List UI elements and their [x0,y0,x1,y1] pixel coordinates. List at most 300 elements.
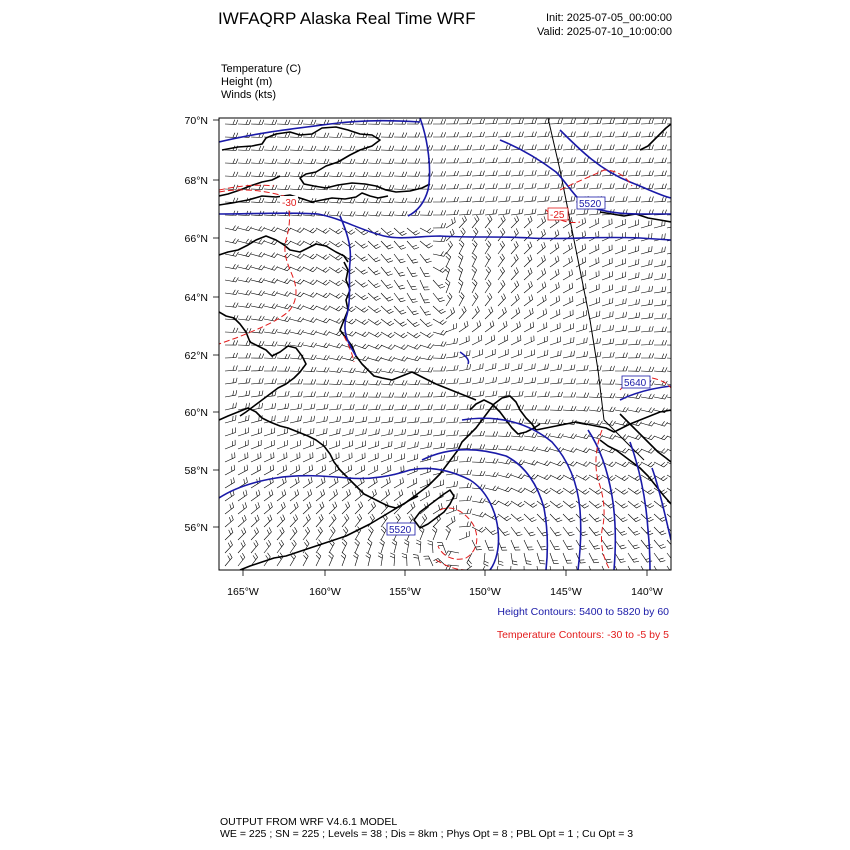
wind-barb [381,211,394,216]
wind-barb [667,145,680,150]
wind-barb [316,428,327,436]
wind-barb [602,325,614,332]
wind-barb [498,335,508,345]
wind-barb [368,453,378,462]
wind-barb [368,380,381,385]
wind-barb [446,241,453,254]
wind-barb [654,340,667,345]
lat-tick-label: 58°N [184,465,208,477]
wind-barb [524,229,532,241]
wind-barb [498,228,505,241]
wind-barb [355,332,369,337]
wind-barb [277,416,288,424]
wind-barb [290,254,304,259]
wind-barb [264,515,272,527]
wind-barb [303,514,310,527]
wind-barb [589,514,601,522]
wind-barb [472,280,477,294]
wind-barb [433,119,446,124]
wind-barb [446,551,459,556]
wind-barb [511,157,523,163]
wind-barb [264,502,272,514]
wind-barb [498,241,505,254]
wind-barb [277,502,285,514]
wind-barb [381,133,394,138]
wind-barb [394,293,405,302]
wind-barb [238,252,252,257]
wind-barb [407,356,421,361]
wind-barb [316,404,328,410]
wind-barb [428,541,434,554]
wind-barb [251,428,262,436]
wind-barb [225,328,238,333]
wind-barb [524,460,538,465]
wind-barb [225,403,236,410]
wind-barb [576,297,586,306]
wind-barb [407,159,420,164]
wind-barb [368,280,380,288]
wind-barb [667,394,681,399]
wind-barb [290,391,302,397]
wind-barb [238,490,247,501]
wind-barb [459,364,471,371]
wind-barb [342,453,352,462]
wind-barb [303,254,317,259]
wind-barb [316,355,329,360]
wind-barb [602,258,612,267]
wind-barb [485,267,491,280]
wind-barb [485,196,497,202]
wind-barb [342,172,355,177]
wind-barb [602,183,614,189]
wind-barb [563,170,575,176]
wind-barb [433,158,446,163]
wind-barb [602,245,612,254]
wind-barb [290,120,303,125]
wind-barb [641,367,654,372]
wind-barb [550,475,564,480]
wind-barb [420,145,433,150]
wind-barb [589,553,599,563]
wind-barb [589,501,602,508]
wind-barb [563,337,574,345]
wind-barb [641,340,654,345]
wind-barb [511,209,523,215]
wind-barb [342,133,355,138]
wind-barb [628,132,641,137]
wind-barb [615,462,629,467]
wind-barb [277,452,287,462]
wind-barb [303,330,317,335]
wind-barb [485,183,497,189]
wind-barb [368,241,381,249]
wind-barb [329,319,343,324]
wind-barb [563,540,573,550]
wind-barb [225,353,238,358]
wind-barb [407,405,420,410]
wind-barb [472,132,485,137]
wind-barb [303,553,308,567]
wind-barb [641,184,654,190]
wind-barb [498,307,506,319]
wind-barb [576,462,590,467]
wind-barb [355,254,368,261]
wind-barb [602,311,613,319]
wind-barb [407,293,418,302]
wind-barb [550,392,563,397]
wind-barb [459,210,472,216]
wind-barb [264,266,278,271]
wind-barb [589,244,599,254]
wind-barb [641,394,654,399]
wind-barb [563,514,575,522]
wind-barb [316,527,323,540]
wind-barb [264,465,274,475]
wind-barb [537,350,548,358]
wind-barb [251,278,265,283]
wind-barb [459,470,472,475]
wind-barb [303,146,316,151]
wind-barb [498,349,508,358]
variable-winds: Winds (kts) [221,89,276,101]
wind-barb [498,170,510,176]
wind-barb [381,293,393,301]
wind-barb [537,540,547,550]
wind-barb [355,185,368,190]
wind-barb [329,514,336,527]
wind-barb [446,526,451,540]
wind-barb [407,132,420,137]
wind-barb [277,253,291,258]
wind-barb [238,172,251,177]
wind-barb [445,279,450,293]
wind-barb [290,540,296,553]
wind-barb [407,254,418,263]
wind-barb [563,378,575,384]
wind-barb [238,502,247,514]
wind-barb [251,502,260,514]
variable-height: Height (m) [221,76,273,88]
wind-barb [667,514,680,521]
wind-barb [667,274,679,281]
wind-barb [589,218,599,228]
wind-barb [446,145,459,150]
wind-barb [368,198,381,203]
wind-barb [238,465,248,475]
wind-barb [381,172,394,177]
wind-barb [420,319,432,327]
wind-barb [641,408,655,413]
wind-barb [316,502,324,514]
wind-barb [420,430,432,437]
wind-barb [316,416,328,423]
wind-barb [316,343,330,348]
wind-barb [498,294,506,306]
wind-barb [550,256,559,267]
wind-barb [303,355,316,360]
wind-barb [498,119,511,124]
wind-barb [576,566,585,577]
wind-barb [394,405,407,410]
wind-barb [472,431,485,436]
wind-barb [420,491,430,502]
wind-barb [368,527,373,540]
wind-barb [446,210,459,215]
wind-barb [498,196,510,202]
wind-barb [576,540,587,549]
wind-barb [628,220,639,229]
wind-barb [459,171,472,176]
wind-barb [316,367,329,372]
wind-barb [615,527,627,535]
wind-barb [238,120,251,125]
wind-barb [667,171,680,176]
wind-barb [225,303,238,308]
wind-barb [667,435,681,440]
wind-barb [446,417,458,423]
wind-barb [433,210,446,215]
wind-barb [602,527,614,536]
wind-barb [303,502,311,514]
wind-barb [615,407,628,412]
wind-barb [550,157,562,163]
wind-barb [667,247,679,254]
wind-barb [433,132,446,137]
wind-barb [485,132,498,137]
wind-barb [654,394,667,399]
wind-barb [485,445,498,450]
wind-barb [329,527,335,540]
wind-barb [316,553,321,567]
wind-barb [654,145,667,150]
wind-barb [550,540,560,550]
wind-barb [628,299,640,306]
wind-barb [524,183,536,189]
wind-barb [355,293,368,300]
wind-barb [381,159,394,164]
wind-barb [615,272,626,280]
wind-barb [641,119,654,124]
wind-barb [550,501,563,508]
wind-barb [225,440,235,449]
wind-barb [381,417,393,423]
wind-barb [329,404,341,410]
wind-barb [329,293,342,298]
wind-barb [264,403,276,410]
height-label-5640: 5640 [624,378,647,389]
wind-barb [459,521,471,527]
wind-barb [381,228,394,236]
wind-barb [264,540,271,553]
wind-barb [368,502,376,514]
wind-barb [511,170,523,176]
wind-barb [366,553,371,567]
wind-barb [511,363,522,371]
wind-barb [537,566,543,578]
wind-barb [458,266,463,280]
wind-barb [654,273,666,280]
wind-barb [251,391,263,397]
wind-barb [550,230,559,241]
wind-barb [537,144,549,150]
wind-barb [537,119,550,124]
wind-barb [329,489,338,501]
wind-barb [628,259,639,267]
wind-barb [316,465,326,475]
wind-barb [628,145,641,150]
wind-barb [238,239,252,244]
wind-barb [485,209,497,215]
wind-barb [238,390,250,397]
lat-tick-label: 70°N [184,115,208,127]
wind-barb [342,185,355,190]
wind-barb [641,326,653,332]
wind-barb [381,453,391,462]
wind-barb [458,253,463,267]
wind-barb [602,380,615,385]
wind-barb [433,237,446,242]
wind-barb [615,325,627,332]
wind-barb [511,540,520,550]
wind-barb [628,435,642,440]
wind-barb [277,120,290,125]
wind-barb [615,353,628,358]
wind-barb [225,477,234,488]
wind-barb [563,488,576,494]
wind-barb [277,317,291,322]
wind-barb [550,364,562,371]
wind-barb [290,490,299,502]
wind-barb [576,157,588,163]
wind-barb [654,527,666,535]
wind-barb [589,527,601,536]
wind-barb [615,219,625,228]
wind-barb [563,119,576,124]
wind-barb [238,159,251,164]
wind-barb [459,483,472,488]
wind-barb [511,488,525,493]
wind-barb [394,228,407,236]
wind-barb [550,323,560,332]
wind-barb [537,216,546,228]
wind-barb [498,432,511,437]
wind-barb [472,228,478,241]
wind-barb [641,132,654,137]
wind-barb [615,566,625,576]
wind-barb [420,241,433,248]
wind-barb [290,267,304,272]
wind-barb [615,475,628,481]
wind-barb [394,380,407,385]
wind-barb [277,490,286,501]
wind-barb [472,171,485,176]
longitude-axis [227,570,663,598]
height-label-5520-south: 5520 [389,525,412,536]
wind-barb [420,211,433,216]
wind-barb [589,311,600,319]
wind-barb [238,226,252,231]
wind-barb [459,293,464,307]
wind-barb [381,441,392,449]
wind-barb [225,277,238,282]
wind-barb [433,223,446,228]
wind-barb [498,514,511,521]
wind-barb [392,540,397,554]
wind-barb [342,502,350,514]
wind-barb [238,277,252,282]
wind-barb [550,119,563,124]
wind-barb [420,367,433,372]
wind-barb [459,350,470,358]
wind-barb [290,228,304,233]
wind-barb [433,197,446,202]
wind-barb [342,527,348,540]
wind-barb [563,501,576,508]
wind-barb [498,487,512,492]
wind-barb [407,146,420,151]
wind-barb [498,527,510,536]
wind-barb [654,184,667,189]
wind-barb [433,306,446,314]
wind-barb [667,462,681,467]
wind-barb [420,132,433,137]
wind-barb [641,501,654,508]
wind-barb [628,367,641,372]
wind-barb [329,392,342,397]
wind-barb [277,477,286,488]
wind-barb [378,553,383,566]
wind-barb [524,308,533,319]
wind-barb [484,553,489,566]
wind-barb [316,254,329,260]
wind-barb [251,252,265,257]
wind-barb [667,540,679,548]
wind-barb [602,298,613,306]
wind-barb [329,477,338,488]
wind-barb [238,378,250,384]
wind-barb [446,307,455,319]
wind-barb [459,404,471,410]
model-footer-line2: WE = 225 ; SN = 225 ; Levels = 38 ; Dis = 8km ; Phys Opt = 8 ; PBL Opt = 1 ; Cu Opt = 3 [220,828,634,840]
wind-barb [225,452,235,462]
wind-barb [316,330,330,335]
wind-barb [394,345,408,350]
wind-barb [641,353,654,358]
wind-barb [576,406,589,411]
wind-barb [563,553,572,563]
wind-barb [290,159,303,164]
wind-barb [537,447,551,452]
wind-barb [602,232,612,241]
wind-barb [225,553,232,566]
wind-barb [563,351,575,358]
wind-barb [537,336,547,345]
wind-barb [264,253,278,258]
wind-barb [420,267,430,277]
wind-barb [589,338,601,345]
wind-barb [342,211,355,216]
wind-barb [537,364,549,371]
wind-barb [628,196,640,202]
wind-barb [329,416,341,423]
wind-barb [472,266,477,280]
wind-barb [485,335,495,345]
model-footer [220,816,633,840]
wind-barb [485,540,494,550]
wind-barb [576,183,588,189]
wind-barb [407,380,420,385]
wind-barb [589,145,601,151]
